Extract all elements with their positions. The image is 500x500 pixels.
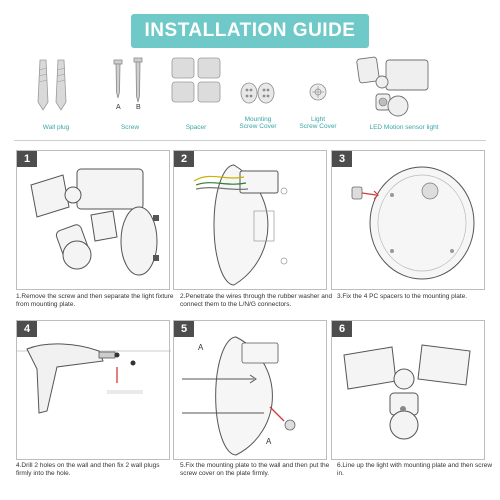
step-5-text: 5.Fix the mounting plate to the wall and then put the screw cover on the plate firmly. [180,462,330,478]
step-3-illustration [332,151,486,291]
step-3 [331,150,485,290]
mounting-cover-icon [228,52,288,114]
part-wall-plug [26,52,86,142]
step-1-badge: 1 [17,151,37,167]
wall-plug-icon [26,52,86,122]
light-cover-label: Light Screw Cover [299,116,337,131]
step-5-illustration [174,321,328,461]
step-4 [16,320,170,460]
part-light-cover [288,52,348,142]
mounting-cover-label: Mounting Screw Cover [239,116,277,131]
step-1-text: 1.Remove the screw and then separate the light fixture from mounting plate. [16,293,174,309]
screw-b-label: B [136,104,141,111]
part-screw [100,52,160,142]
step-2-badge: 2 [174,151,194,167]
step-5-label-a-bottom: A [266,437,272,446]
step-3-text: 3.Fix the 4 PC spacers to the mounting plate. [337,293,468,300]
title-banner [131,14,369,48]
light-cover-icon [288,52,348,114]
step-6 [331,320,485,460]
led-light-label: LED Motion sensor light [369,124,439,131]
part-mounting-cover [228,52,288,142]
wall-plug-label: Wall plug [42,124,70,131]
step-2 [173,150,327,290]
screw-a-label: A [116,104,121,111]
screw-icon [100,52,160,107]
section-divider [14,140,486,141]
step-2-illustration [174,151,328,291]
spacer-icon [166,52,226,112]
step-1-illustration [17,151,171,291]
parts-list [0,52,500,142]
step-4-badge: 4 [17,321,37,337]
step-6-text: 6.Line up the light with mounting plate and then screw in. [337,462,493,478]
step-4-illustration [17,321,171,461]
step-5 [173,320,327,460]
spacer-label: Spacer [185,124,207,131]
part-led-light [350,52,460,142]
led-light-icon [350,52,460,122]
page-title: INSTALLATION GUIDE [144,20,356,41]
part-spacer [166,52,226,142]
step-2-text: 2.Penetrate the wires through the rubber washer and connect them to the L/N/G connectors. [180,293,333,309]
step-6-badge: 6 [332,321,352,337]
step-5-badge: 5 [174,321,194,337]
step-5-label-a-top: A [198,343,204,352]
step-3-badge: 3 [332,151,352,167]
step-6-illustration [332,321,486,461]
step-1 [16,150,170,290]
step-4-text: 4.Drill 2 holes on the wall and then fix 2 wall plugs firmly into the hole. [16,462,160,478]
screw-label: Screw [120,124,140,131]
